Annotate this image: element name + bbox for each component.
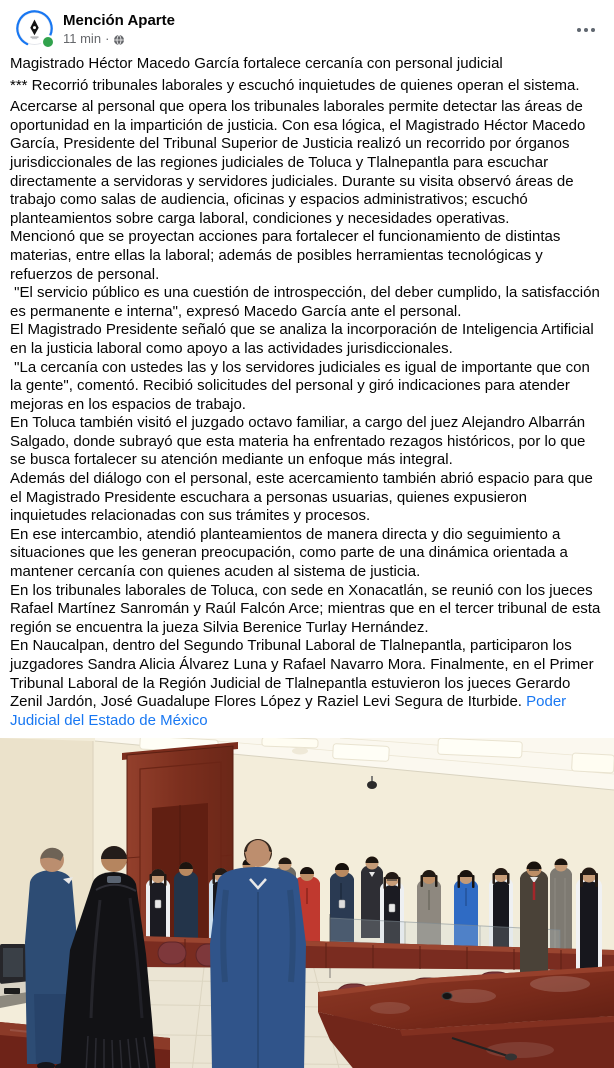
page-link[interactable]: Poder Judicial del Estado de México [10,693,571,729]
post-photo-courtroom[interactable] [0,738,614,1068]
avatar[interactable] [16,10,53,47]
globe-icon [113,34,125,46]
more-options-button[interactable] [572,20,600,40]
post-paragraph: En Toluca también visitó el juzgado octavo familiar, a cargo del juez Alejandro Albarrán Salgado, donde subrayó que esta materia ha enfrentado rezagos históricos, por lo que se busca fortalecer su atención mediante un enfoque más integral. [10,414,590,469]
post-paragraph: El Magistrado Presidente señaló que se analiza la incorporación de Inteligencia Artificial en la justicia laboral como apoyo a las actividades jurisdiccionales. [10,321,598,357]
ellipsis-icon [575,20,597,40]
post-paragraph: En ese intercambio, atendió planteamientos de manera directa y dio seguimiento a situaciones que les generan preocupación, como parte de una dinámica orientada a mantener cercanía con quienes acuden al sistema de justicia. [10,525,573,581]
post-meta [63,31,175,47]
final-paragraph-text: En Naucalpan, dentro del Segundo Tribunal Laboral de Tlalnepantla, participaron los juzgadores Sandra Alicia Álvarez Luna y Rafael Navarro Mora. Finalmente, en el Primer Tribunal Laboral de la Región Judicial de Tlalnepantla estuvieron los jueces Gerardo Zenil Jardón, José Guadalupe Flores López y Raziel Levi Segura de Iturbide. [10,637,598,711]
meta-separator: · [105,31,110,46]
post-header [0,0,614,49]
post-final-paragraph [10,637,604,730]
courtroom-illustration [0,738,614,1068]
post-subtitle: *** Recorrió tribunales laborales y escuchó inquietudes de quienes operan el sistema. [10,76,580,94]
post-paragraph: Mencionó que se proyectan acciones para fortalecer el funcionamiento de distintas materias, entre ellas la laboral; además de posibles herramientas tecnológicas y refuerzos de personal. [10,228,565,283]
post-paragraphs [10,98,604,637]
post-content [0,49,614,738]
post-title: Magistrado Héctor Macedo García fortalece cercanía con personal judicial [10,55,503,72]
post-paragraph: "La cercanía con ustedes las y los servidores judiciales es igual de importante que con la gente", comentó. Recibió solicitudes del personal y giró indicaciones para atender mejoras en los espacios de trabajo. [10,358,594,413]
post-paragraph: "El servicio público es una cuestión de introspección, del deber cumplido, la satisfacción es permanente e interna", expresó Macedo García ante el personal. [10,284,604,320]
post-paragraph: Además del diálogo con el personal, este acercamiento también abrió espacio para que el Magistrado Presidente escuchara a personas usuarias, quienes expusieron inquietudes relacionadas con sus trámites y procesos. [10,470,598,525]
page-name[interactable]: Mención Aparte [63,12,175,29]
timestamp[interactable]: 11 min [63,31,102,46]
active-status-dot [41,35,55,49]
post-paragraph: En los tribunales laborales de Toluca, con sede en Xonacatlán, se reunió con los jueces Rafael Martínez Sanromán y Raúl Falcón Arce; mientras que en el tercer tribunal de esta región se encuentra la jueza Silvia Berenice Turlay Hernández. [10,581,605,636]
post-paragraph: Acercarse al personal que opera los tribunales laborales permite detectar las áreas de oportunidad en la impartición de justicia. Con esa lógica, el Magistrado Héctor Macedo García, Presidente del Tribunal Superior de Justicia realizó un recorrido por órganos jurisdiccionales de las regiones judiciales de Toluca y Tlalnepantla para escuchar directamente a servidoras y servidores judiciales. Durante su visita observó áreas de trabajo como salas de audiencia, oficinas y espacios administrativos; escuchó planteamientos sobre carga laboral, condiciones y necesidades operativas. [10,98,590,227]
header-text [63,10,175,47]
